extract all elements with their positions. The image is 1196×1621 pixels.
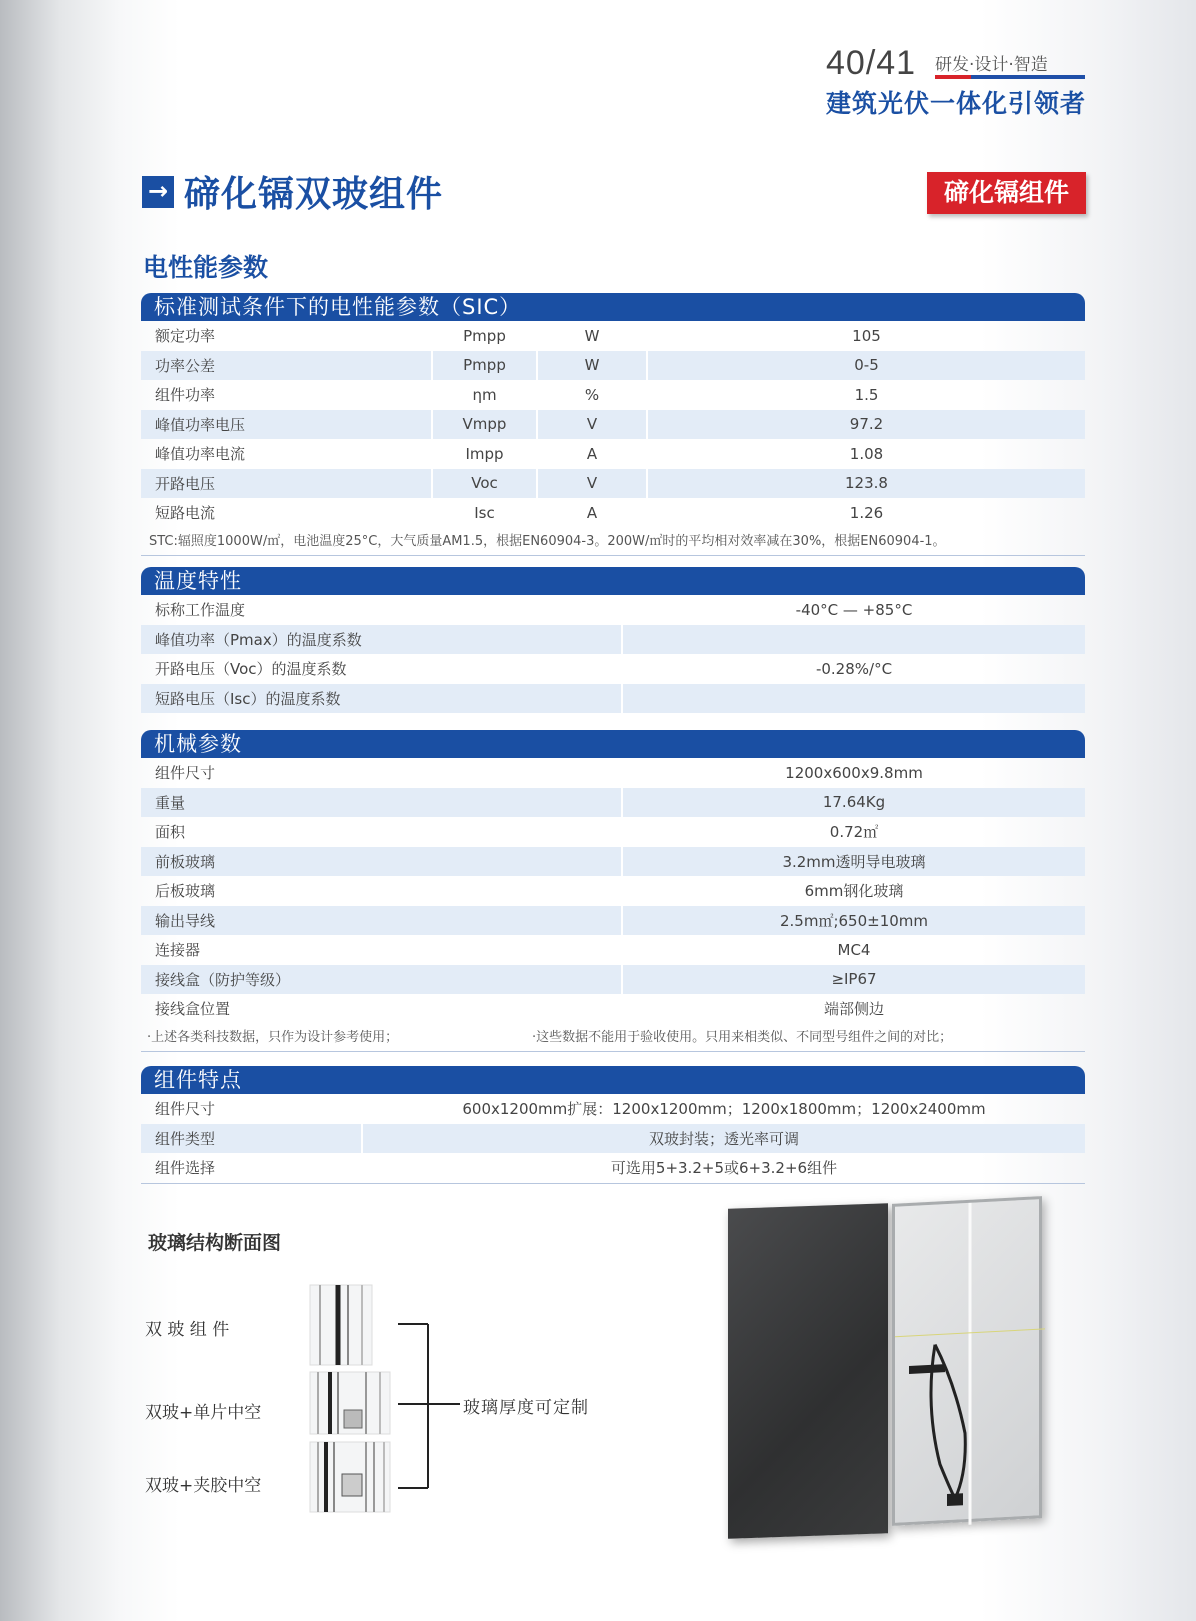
row-value: 端部侧边 <box>621 994 1085 1024</box>
row-symbol: Pmpp <box>431 351 536 381</box>
row-symbol: Pmpp <box>431 321 536 351</box>
row-symbol: Impp <box>431 439 536 469</box>
cross-section-single-hollow <box>310 1372 390 1434</box>
features-table-body <box>141 1094 1085 1184</box>
row-value: ≥IP67 <box>621 965 1085 995</box>
glass-label-single-hollow: 双玻+单片中空 <box>145 1403 262 1423</box>
row-unit: A <box>536 498 646 528</box>
temp-table-body <box>141 595 1085 713</box>
table-row <box>141 321 1085 351</box>
stc-table <box>141 293 1085 556</box>
row-value: 双玻封装；透光率可调 <box>361 1124 1085 1154</box>
mech-note-right: ·这些数据不能用于验收使用。只用来相类似、不同型号组件之间的对比； <box>532 1029 953 1045</box>
row-unit: W <box>536 351 646 381</box>
row-value: 0-5 <box>646 351 1085 381</box>
row-symbol: Vmpp <box>431 410 536 440</box>
table-row <box>141 847 1085 877</box>
row-value: 97.2 <box>646 410 1085 440</box>
row-unit: V <box>536 410 646 440</box>
row-symbol: ηm <box>431 380 536 410</box>
table-row <box>141 684 1085 714</box>
row-value: 0.72㎡ <box>621 817 1085 847</box>
mech-note-left: ·上述各类科技数据，只作为设计参考使用； <box>147 1029 399 1045</box>
table-row <box>141 1124 1085 1154</box>
table-row <box>141 876 1085 906</box>
row-value: 2.5m㎡;650±10mm <box>621 906 1085 936</box>
category-badge: 碲化镉组件 <box>927 172 1086 214</box>
row-label: 功率公差 <box>155 356 216 375</box>
table-row <box>141 380 1085 410</box>
row-label: 组件选择 <box>155 1159 216 1178</box>
table-row <box>141 788 1085 818</box>
tagline-underline <box>935 75 1085 79</box>
row-value: 6mm钢化玻璃 <box>621 876 1085 906</box>
row-label: 前板玻璃 <box>155 852 216 871</box>
row-label: 峰值功率（Pmax）的温度系数 <box>155 630 362 649</box>
glass-label-laminated-hollow: 双玻+夹胶中空 <box>145 1476 262 1496</box>
row-unit: % <box>536 380 646 410</box>
glass-thickness-note: 玻璃厚度可定制 <box>463 1398 589 1418</box>
table-row <box>141 965 1085 995</box>
table-row <box>141 935 1085 965</box>
row-label: 额定功率 <box>155 327 216 346</box>
row-label: 面积 <box>155 823 186 842</box>
table-row <box>141 439 1085 469</box>
row-label: 组件类型 <box>155 1129 216 1148</box>
row-value <box>621 684 1085 714</box>
row-label: 组件尺寸 <box>155 1100 216 1119</box>
table-row <box>141 595 1085 625</box>
mech-notes <box>141 1024 1085 1052</box>
row-value: 123.8 <box>646 469 1085 499</box>
page-title: 碲化镉双玻组件 <box>184 174 444 215</box>
row-value: 1.26 <box>646 498 1085 528</box>
table-row <box>141 906 1085 936</box>
row-label: 峰值功率电压 <box>155 415 246 434</box>
row-label: 组件尺寸 <box>155 764 216 783</box>
row-value <box>621 625 1085 655</box>
glass-structure-title: 玻璃结构断面图 <box>148 1232 282 1254</box>
arrow-right-icon: → <box>142 176 174 208</box>
slogan: 建筑光伏一体化引领者 <box>826 89 1087 118</box>
table-row <box>141 1094 1085 1124</box>
row-label: 输出导线 <box>155 911 216 930</box>
row-label: 开路电压（Voc）的温度系数 <box>155 660 347 679</box>
panel-front-image <box>728 1203 888 1539</box>
table-row <box>141 758 1085 788</box>
row-label: 短路电压（Isc）的温度系数 <box>155 689 341 708</box>
features-table-header: 组件特点 <box>141 1066 1085 1094</box>
row-unit: V <box>536 469 646 499</box>
junction-box-cable <box>895 1199 1045 1529</box>
row-label: 连接器 <box>155 941 201 960</box>
bracket-connector <box>398 1324 460 1488</box>
stc-table-body <box>141 321 1085 528</box>
stc-note: STC:辐照度1000W/㎡，电池温度25°C，大气质量AM1.5，根据EN60904-3。200W/㎡时的平均相对效率减在30%，根据EN60904-1。 <box>141 528 1085 556</box>
row-value: 1.08 <box>646 439 1085 469</box>
row-value: 105 <box>646 321 1085 351</box>
stc-table-header: 标准测试条件下的电性能参数（SIC） <box>141 293 1085 321</box>
table-row <box>141 817 1085 847</box>
row-label: 峰值功率电流 <box>155 445 246 464</box>
panel-back-image <box>892 1196 1042 1526</box>
page-numbers: 40/41 <box>826 44 917 82</box>
row-value: 可选用5+3.2+5或6+3.2+6组件 <box>361 1153 1085 1183</box>
row-value: -0.28%/°C <box>621 654 1085 684</box>
tagline: 研发·设计·智造 <box>935 55 1048 75</box>
row-label: 重量 <box>155 793 186 812</box>
mech-table <box>141 730 1085 1052</box>
glass-cross-section-diagram <box>300 1280 470 1520</box>
row-label: 接线盒位置 <box>155 1000 231 1019</box>
row-unit: A <box>536 439 646 469</box>
table-row <box>141 654 1085 684</box>
row-value: 3.2mm透明导电玻璃 <box>621 847 1085 877</box>
section-title: 电性能参数 <box>143 253 269 282</box>
table-row <box>141 498 1085 528</box>
row-label: 组件功率 <box>155 386 216 405</box>
row-value: 1200x600x9.8mm <box>621 758 1085 788</box>
cross-section-double <box>310 1285 372 1365</box>
row-label: 后板玻璃 <box>155 882 216 901</box>
mech-table-body <box>141 758 1085 1024</box>
row-label: 标称工作温度 <box>155 601 246 620</box>
glass-label-double: 双 玻 组 件 <box>145 1320 230 1340</box>
row-value: 17.64Kg <box>621 788 1085 818</box>
row-unit: W <box>536 321 646 351</box>
row-value: 1.5 <box>646 380 1085 410</box>
row-symbol: Voc <box>431 469 536 499</box>
temp-table-header: 温度特性 <box>141 567 1085 595</box>
title-row <box>142 166 443 217</box>
row-label: 开路电压 <box>155 474 216 493</box>
temp-table <box>141 567 1085 713</box>
table-row <box>141 469 1085 499</box>
row-value: -40°C — +85°C <box>621 595 1085 625</box>
table-row <box>141 625 1085 655</box>
row-label: 接线盒（防护等级） <box>155 970 291 989</box>
row-label: 短路电流 <box>155 504 216 523</box>
row-value: MC4 <box>621 935 1085 965</box>
table-row <box>141 994 1085 1024</box>
row-symbol: Isc <box>431 498 536 528</box>
table-row <box>141 1153 1085 1183</box>
mech-table-header: 机械参数 <box>141 730 1085 758</box>
features-table <box>141 1066 1085 1184</box>
table-row <box>141 410 1085 440</box>
cross-section-laminated-hollow <box>310 1442 390 1512</box>
table-row <box>141 351 1085 381</box>
row-value: 600x1200mm扩展：1200x1200mm；1200x1800mm；1200x2400mm <box>361 1094 1085 1124</box>
